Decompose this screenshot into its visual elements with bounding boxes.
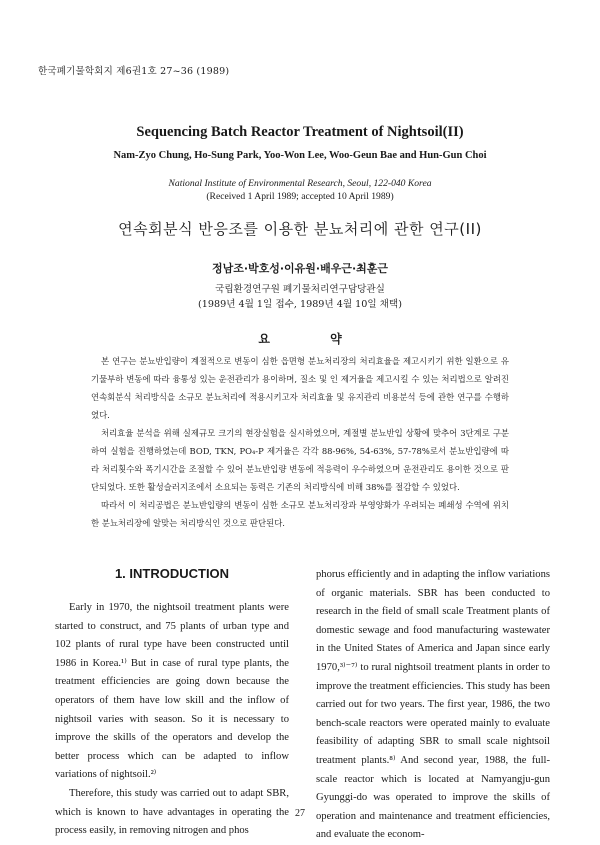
korean-affiliation: 국립환경연구원 폐기물처리연구담당관실 (215, 284, 385, 295)
body-paragraph: Early in 1970, the nightsoil treatment plants were started to construct, and 75 plants of urban type and 102 plants of rural type have been constructed until 1986 in Korea.¹⁾ But in case of rural type plants, the treatment efficiencies are going down because the operators of them have low skill and the inflow of nightsoil varies with season. So it is necessary to improve the skills of the operators and develop the better process which can be adapted to inflow variations of nightsoil.²⁾ (55, 602, 289, 781)
korean-abstract (91, 352, 509, 532)
page-number: 27 (295, 808, 305, 819)
received-dates: (Received 1 April 1989; accepted 10 April 1989) (206, 191, 394, 202)
left-column (55, 565, 289, 841)
journal-header: 한국폐기물학회지 제6권1호 27~36 (1989) (38, 66, 230, 77)
abstract-paragraph: 따라서 이 처리공법은 분뇨반입량의 변동이 심한 소규모 분뇨처리장과 부영양화가 우려되는 폐쇄성 수역에 위치한 분뇨처리장에 알맞는 처리방식인 것으로 판단된다. (91, 500, 509, 528)
paper-title: Sequencing Batch Reactor Treatment of Nightsoil(II) (136, 124, 464, 140)
korean-author-list: 정남조·박호성·이유원·배우근·최훈근 (211, 262, 389, 275)
affiliation: National Institute of Environmental Research, Seoul, 122-040 Korea (168, 178, 432, 189)
abstract-paragraph: 처리효율 분석을 위해 실제규모 크기의 현장실험을 실시하였으며, 계절별 분뇨반입 상황에 맞추어 3단계로 구분하여 실험을 진행하였는데 BOD, TKN, PO₄-P 제거율은 각각 88-96%, 54-63%, 57-78%로서 분뇨반입량에 따라 처리횟수와 폭기시간을 조절할 수 있어 분뇨반입량 변동에 적응력이 우수하였으며 운전관리도 용이한 것으로 판단되었다. 또한 활성슬러지조에서 소요되는 동력은 기존의 처리방식에 비해 38%를 절감할 수 있었다. (91, 428, 509, 492)
korean-received-dates: (1989년 4월 1일 접수, 1989년 4월 10일 채택) (198, 299, 402, 310)
section-heading: 1. INTRODUCTION (114, 566, 230, 581)
abstract-heading: 요 약 (258, 332, 370, 346)
body-paragraph-continued: phorus efficiently and in adapting the inflow variations of organic materials. SBR has been conducted to research in the field of small scale Treatment plants of domestic sewage and food manufacturing wastewater in the United States of America and Japan since early 1970,³⁾⁻⁷⁾ to rural nightsoil treatment plants in order to improve the treatment efficiencies. This study has been carried out for two years. The first year, 1986, the two bench-scale reactors were operated mainly to evaluate feasibility of adapting SBR to small scale nightsoil treatment plants.⁸⁾ And second year, 1988, the full-scale reactor which is located at Namyangju-gun Gyunggi-do was operated to improve the skills of operation and maintenance and treatment efficiencies, and evaluate the econom- (316, 569, 550, 841)
right-column (316, 566, 550, 845)
author-list: Nam-Zyo Chung, Ho-Sung Park, Yoo-Won Lee, Woo-Geun Bae and Hun-Gun Choi (113, 150, 487, 161)
korean-title: 연속회분식 반응조를 이용한 분뇨처리에 관한 연구(II) (118, 220, 482, 238)
abstract-paragraph: 본 연구는 분뇨반입량이 계절적으로 변동이 심한 읍면형 분뇨처리장의 처리효율을 제고시키기 위한 일환으로 유기물부하 변동에 따라 융통성 있는 운전관리가 용이하며, 질소 및 인 제거율을 제고시킬 수 있는 처리법으로 알려진 연속회분식 처리방식을 소규모 분뇨처리에 적용시키고자 처리효율 및 유지관리 비용분석 등에 관한 연구를 수행하였다. (91, 356, 509, 420)
body-paragraph: Therefore, this study was carried out to adapt SBR, which is known to have advantages in operating the process easily, in removing nitrogen and phos (55, 787, 289, 837)
